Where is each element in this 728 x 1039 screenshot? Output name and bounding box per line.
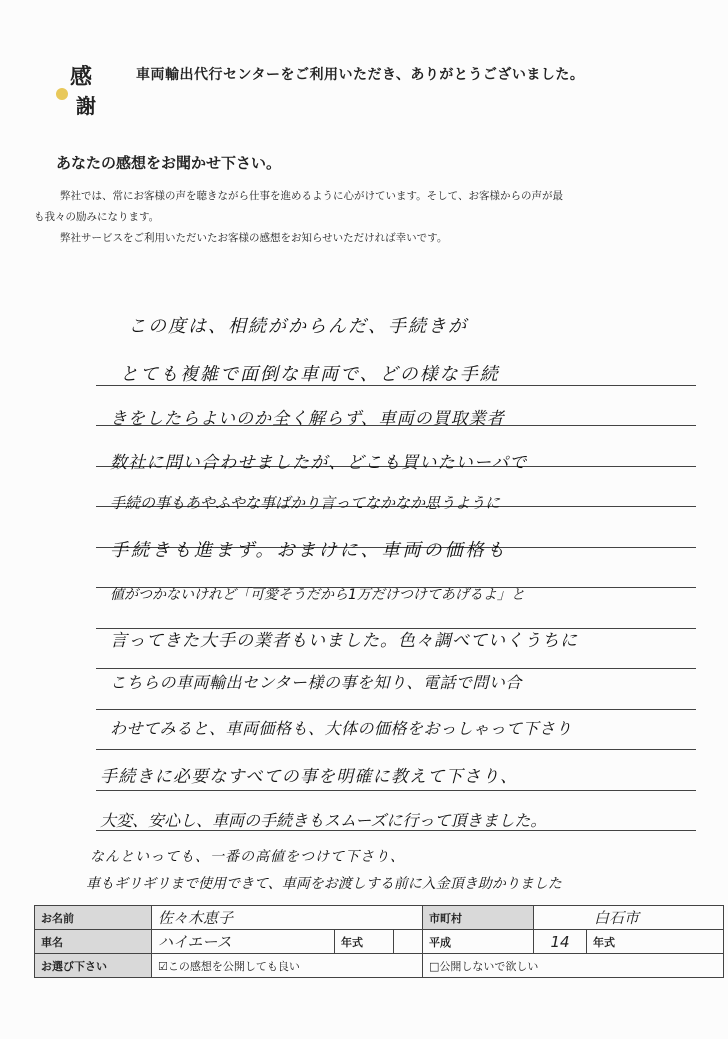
choose-label: お選び下さい [35, 954, 152, 978]
handwritten-line: 値がつかないけれど「可愛そうだから1万だけつけてあげるよ」と [110, 587, 525, 603]
car-label: 車名 [35, 930, 152, 954]
handwritten-line: わせてみると、車両価格も、大体の価格をおっしゃって下さり [110, 719, 573, 738]
handwritten-line: 数社に問い合わせましたが、どこも買いたいーパで [110, 453, 528, 473]
handwritten-line: 手続の事もあやふやな事ばかり言ってなかなか思うように [110, 494, 501, 512]
handwritten-line: とても複雑で面倒な車両で、どの様な手続 [120, 364, 500, 385]
intro-text [34, 186, 699, 249]
option-public-checkbox[interactable]: ☑この感想を公開しても良い [152, 954, 423, 978]
handwritten-line: 手続きも進まず。おまけに、車両の価格も [110, 540, 508, 561]
handwritten-line: 大変、安心し、車両の手続きもスムーズに行って頂きました。 [100, 811, 547, 830]
intro-line: 弊社では、常にお客様の声を聴きながら仕事を進めるように心がけています。そして、お客様からの声が最 [60, 190, 563, 202]
name-label: お名前 [35, 906, 152, 930]
handwritten-line: きをしたらよいのか全く解らず、車両の買取業者 [110, 409, 505, 429]
city-value: 白石市 [534, 906, 724, 930]
section-title: あなたの感想をお聞かせ下さい。 [56, 154, 282, 172]
handwritten-line: 手続きに必要なすべての事を明確に教えて下さり、 [100, 767, 519, 787]
intro-line: も我々の励みになります。 [34, 211, 160, 223]
handwritten-line: 言ってきた大手の業者もいました。色々調べていくうちに [110, 631, 578, 651]
customer-info-form [34, 905, 724, 978]
year-suffix: 年式 [587, 930, 724, 954]
logo-char-2: 謝 [76, 94, 96, 118]
handwritten-line: こちらの車両輸出センター様の事を知り、電話で問い合 [110, 673, 522, 692]
name-value: 佐々木恵子 [152, 906, 423, 930]
handwritten-line: なんといっても、一番の高値をつけて下さり、 [90, 849, 405, 865]
header-thanks: 車両輸出代行センターをご利用いただき、ありがとうございました。 [136, 67, 585, 83]
city-label: 市町村 [423, 906, 534, 930]
rose-icon [56, 88, 68, 100]
thanks-logo [52, 60, 112, 120]
logo-char-1: 感 [70, 64, 93, 90]
handwritten-line: この度は、相続がからんだ、手続きが [128, 316, 468, 337]
car-value: ハイエース [152, 930, 335, 954]
option-private-checkbox[interactable]: □公開しないで欲しい [423, 954, 724, 978]
intro-line: 弊社サービスをご利用いただいたお客様の感想をお知らせいただければ幸いです。 [60, 232, 448, 244]
handwritten-line: 車もギリギリまで使用できて、車両をお渡しする前に入金頂き助かりました [86, 876, 562, 892]
year-value: 14 [534, 930, 587, 954]
era-label: 平成 [423, 930, 534, 954]
year-label: 年式 [335, 930, 394, 954]
